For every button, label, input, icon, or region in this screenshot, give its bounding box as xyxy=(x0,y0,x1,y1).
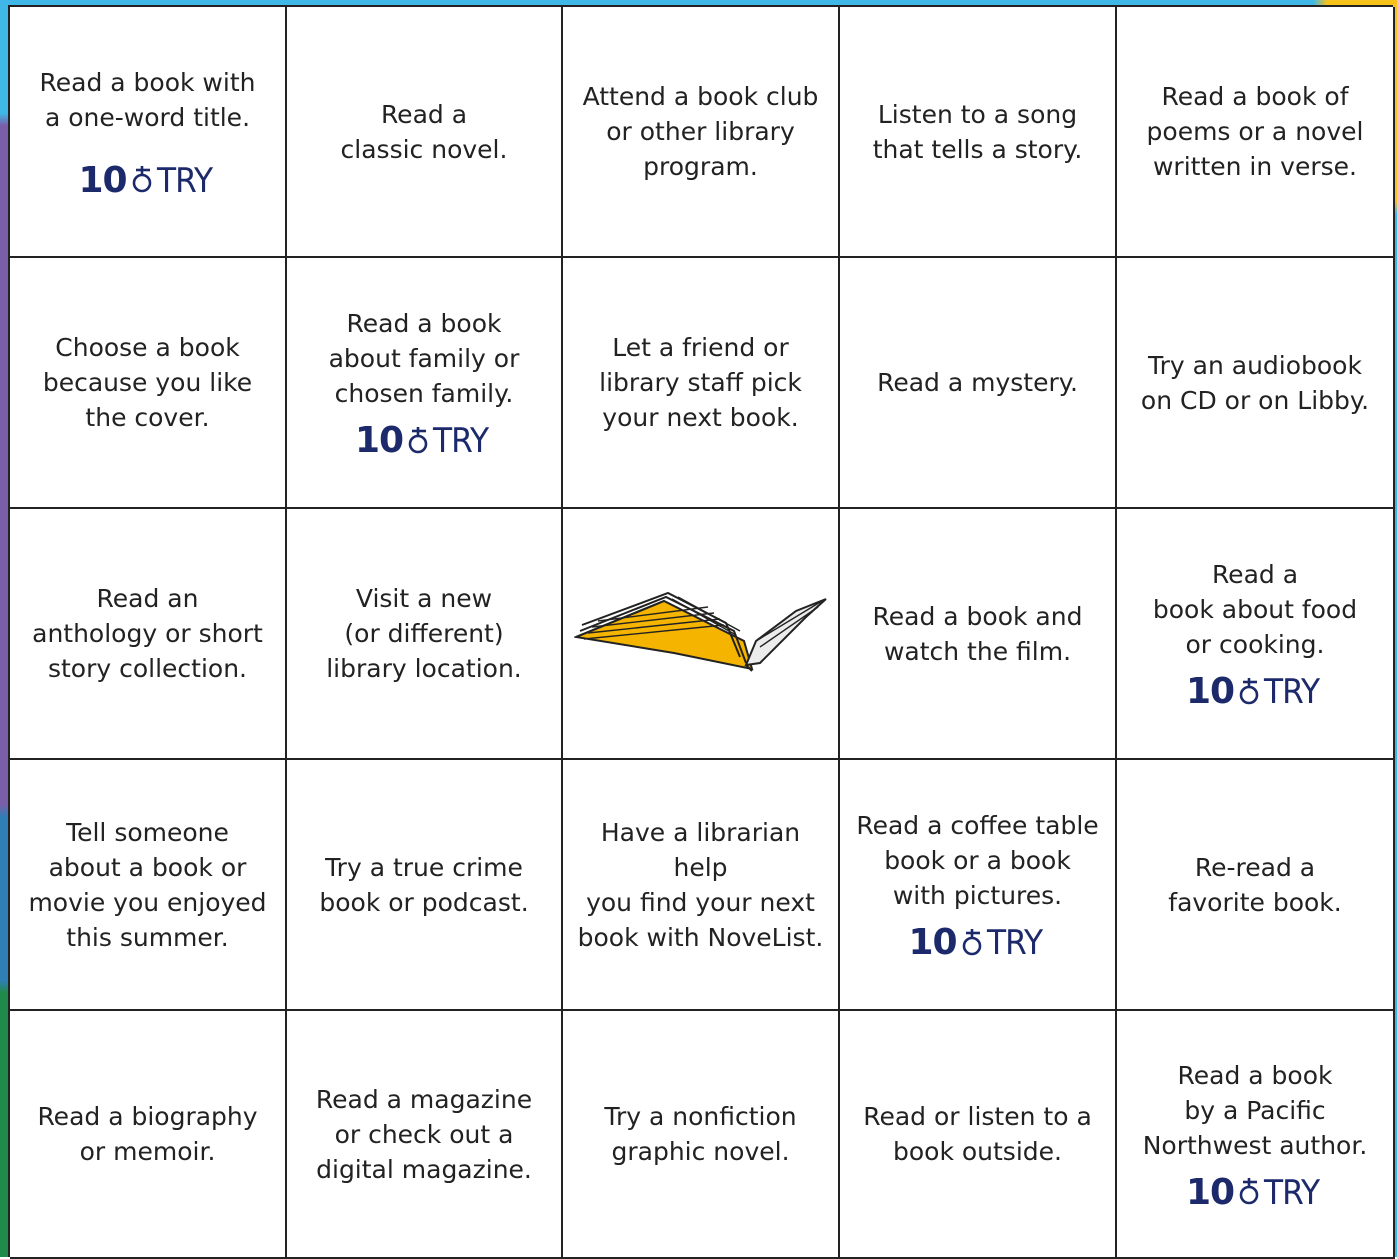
badge-number: 10 xyxy=(1185,671,1235,712)
bingo-square xyxy=(287,509,563,760)
open-book-icon xyxy=(574,591,828,677)
free-space-square xyxy=(563,509,840,760)
bingo-square xyxy=(840,258,1117,509)
bookmark-of-icon xyxy=(129,164,155,197)
challenge-text: Read a book about family or chosen family. xyxy=(328,309,520,408)
ten-to-try-badge xyxy=(908,922,1046,963)
challenge-text: Have a librarian help you find your next book with NoveList. xyxy=(577,817,824,952)
left-edge-decoration xyxy=(0,0,8,1257)
bookmark-of-icon xyxy=(405,425,431,458)
ten-to-try-badge xyxy=(78,159,216,201)
challenge-text: Read a book and watch the film. xyxy=(872,601,1083,666)
ten-to-try-badge xyxy=(354,420,493,461)
bingo-square xyxy=(287,7,563,258)
challenge-text: Re-read a favorite book. xyxy=(1168,852,1342,917)
challenge-text: Read an anthology or short story collection. xyxy=(32,584,263,683)
challenge-text: Read a mystery. xyxy=(877,368,1078,397)
badge-number: 10 xyxy=(78,159,127,201)
badge-word: TRY xyxy=(1264,672,1320,712)
challenge-text: Try a nonfiction graphic novel. xyxy=(604,1102,797,1166)
badge-number: 10 xyxy=(908,922,957,963)
ten-to-try-badge xyxy=(1185,671,1324,712)
challenge-text: Attend a book club or other library program. xyxy=(582,82,819,181)
bingo-square xyxy=(1117,7,1395,258)
bingo-square xyxy=(287,258,563,509)
bingo-square xyxy=(1117,760,1395,1011)
challenge-text: Read a book by a Pacific Northwest author. xyxy=(1142,1060,1368,1160)
bingo-square xyxy=(10,760,287,1011)
challenge-text: Choose a book because you like the cover. xyxy=(42,333,253,432)
bookmark-of-icon xyxy=(959,927,985,960)
challenge-text: Read a classic novel. xyxy=(340,99,508,164)
challenge-text: Read a book about food or cooking. xyxy=(1152,560,1358,659)
bingo-square xyxy=(287,1011,563,1259)
badge-word: TRY xyxy=(156,160,212,201)
bingo-square xyxy=(10,1011,287,1259)
challenge-text: Read a biography or memoir. xyxy=(37,1102,258,1166)
challenge-text: Tell someone about a book or movie you enjoyed this summer. xyxy=(28,817,267,952)
challenge-text: Try an audiobook on CD or on Libby. xyxy=(1140,350,1370,415)
bingo-square xyxy=(840,760,1117,1011)
bingo-square xyxy=(1117,258,1395,509)
bingo-square xyxy=(840,509,1117,760)
challenge-text: Read a book with a one-word title. xyxy=(39,67,256,132)
bingo-square xyxy=(10,7,287,258)
challenge-text: Visit a new (or different) library location. xyxy=(326,584,522,683)
badge-word: TRY xyxy=(433,421,489,461)
challenge-text: Read or listen to a book outside. xyxy=(863,1102,1092,1166)
challenge-text: Listen to a song that tells a story. xyxy=(872,99,1083,164)
challenge-text: Try a true crime book or podcast. xyxy=(319,852,529,917)
challenge-text: Read a magazine or check out a digital magazine. xyxy=(315,1084,533,1184)
bingo-square xyxy=(840,1011,1117,1259)
bingo-square xyxy=(563,258,840,509)
bingo-square xyxy=(287,760,563,1011)
challenge-text: Read a book of poems or a novel written in verse. xyxy=(1146,82,1364,181)
bookmark-of-icon xyxy=(1236,1176,1262,1209)
bingo-board xyxy=(8,5,1393,1257)
bingo-square xyxy=(840,7,1117,258)
badge-word: TRY xyxy=(986,923,1042,963)
bingo-square xyxy=(1117,509,1395,760)
ten-to-try-badge xyxy=(1185,1171,1324,1213)
bookmark-of-icon xyxy=(1236,676,1262,709)
badge-number: 10 xyxy=(354,420,404,461)
badge-number: 10 xyxy=(1185,1171,1235,1213)
bingo-square xyxy=(1117,1011,1395,1259)
bingo-square xyxy=(563,7,840,258)
challenge-text: Let a friend or library staff pick your next book. xyxy=(599,333,802,432)
challenge-text: Read a coffee table book or a book with pictures. xyxy=(856,811,1099,910)
bingo-square xyxy=(10,509,287,760)
badge-word: TRY xyxy=(1264,1172,1320,1213)
bingo-square xyxy=(563,760,840,1011)
bingo-square xyxy=(10,258,287,509)
bingo-square xyxy=(563,1011,840,1259)
